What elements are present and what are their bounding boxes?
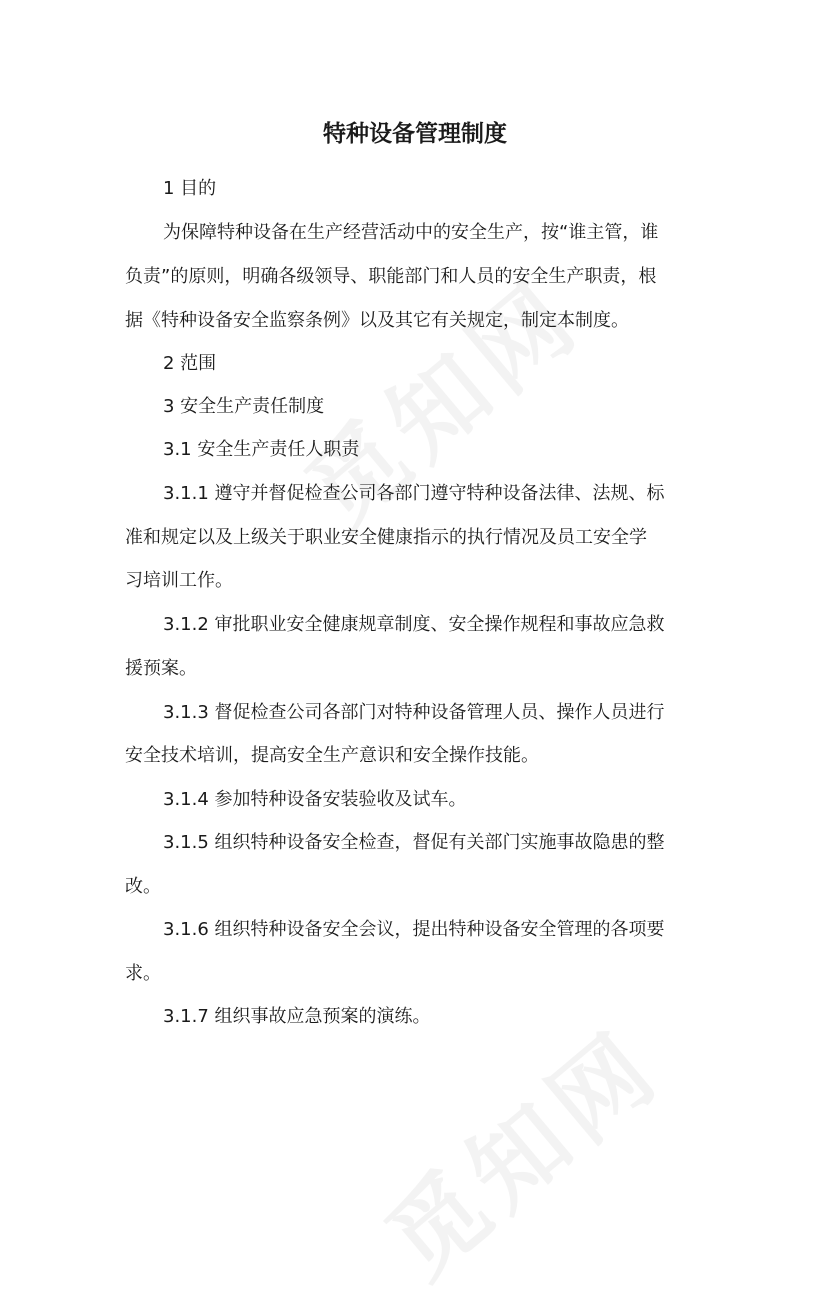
paragraph-line: 安全技术培训，提高安全生产意识和安全操作技能。 [125,745,539,766]
section-heading-purpose: 1 目的 [163,178,217,199]
paragraph-line: 3.1.7 组织事故应急预案的演练。 [163,1006,431,1027]
subsection-heading: 3.1 安全生产责任人职责 [163,439,360,460]
paragraph-line: 为保障特种设备在生产经营活动中的安全生产，按“谁主管，谁 [163,222,659,243]
section-heading-responsibility: 3 安全生产责任制度 [163,396,325,417]
paragraph-line: 负责”的原则，明确各级领导、职能部门和人员的安全生产职责，根 [125,266,657,287]
paragraph-line: 习培训工作。 [125,570,233,591]
paragraph-line: 3.1.6 组织特种设备安全会议，提出特种设备安全管理的各项要 [163,919,665,940]
paragraph-line: 据《特种设备安全监察条例》以及其它有关规定，制定本制度。 [125,310,629,331]
paragraph-line: 3.1.3 督促检查公司各部门对特种设备管理人员、操作人员进行 [163,702,665,723]
paragraph-line: 3.1.5 组织特种设备安全检查，督促有关部门实施事故隐患的整 [163,832,665,853]
paragraph-line: 3.1.1 遵守并督促检查公司各部门遵守特种设备法律、法规、标 [163,483,665,504]
paragraph-line: 准和规定以及上级关于职业安全健康指示的执行情况及员工安全学 [125,527,647,548]
document-title: 特种设备管理制度 [323,121,507,147]
section-heading-scope: 2 范围 [163,353,217,374]
paragraph-line: 援预案。 [125,658,197,679]
paragraph-line: 改。 [125,876,161,897]
paragraph-line: 3.1.4 参加特种设备安装验收及试车。 [163,789,467,810]
watermark [353,994,685,1303]
paragraph-line: 3.1.2 审批职业安全健康规章制度、安全操作规程和事故应急救 [163,614,665,635]
paragraph-line: 求。 [125,963,161,984]
